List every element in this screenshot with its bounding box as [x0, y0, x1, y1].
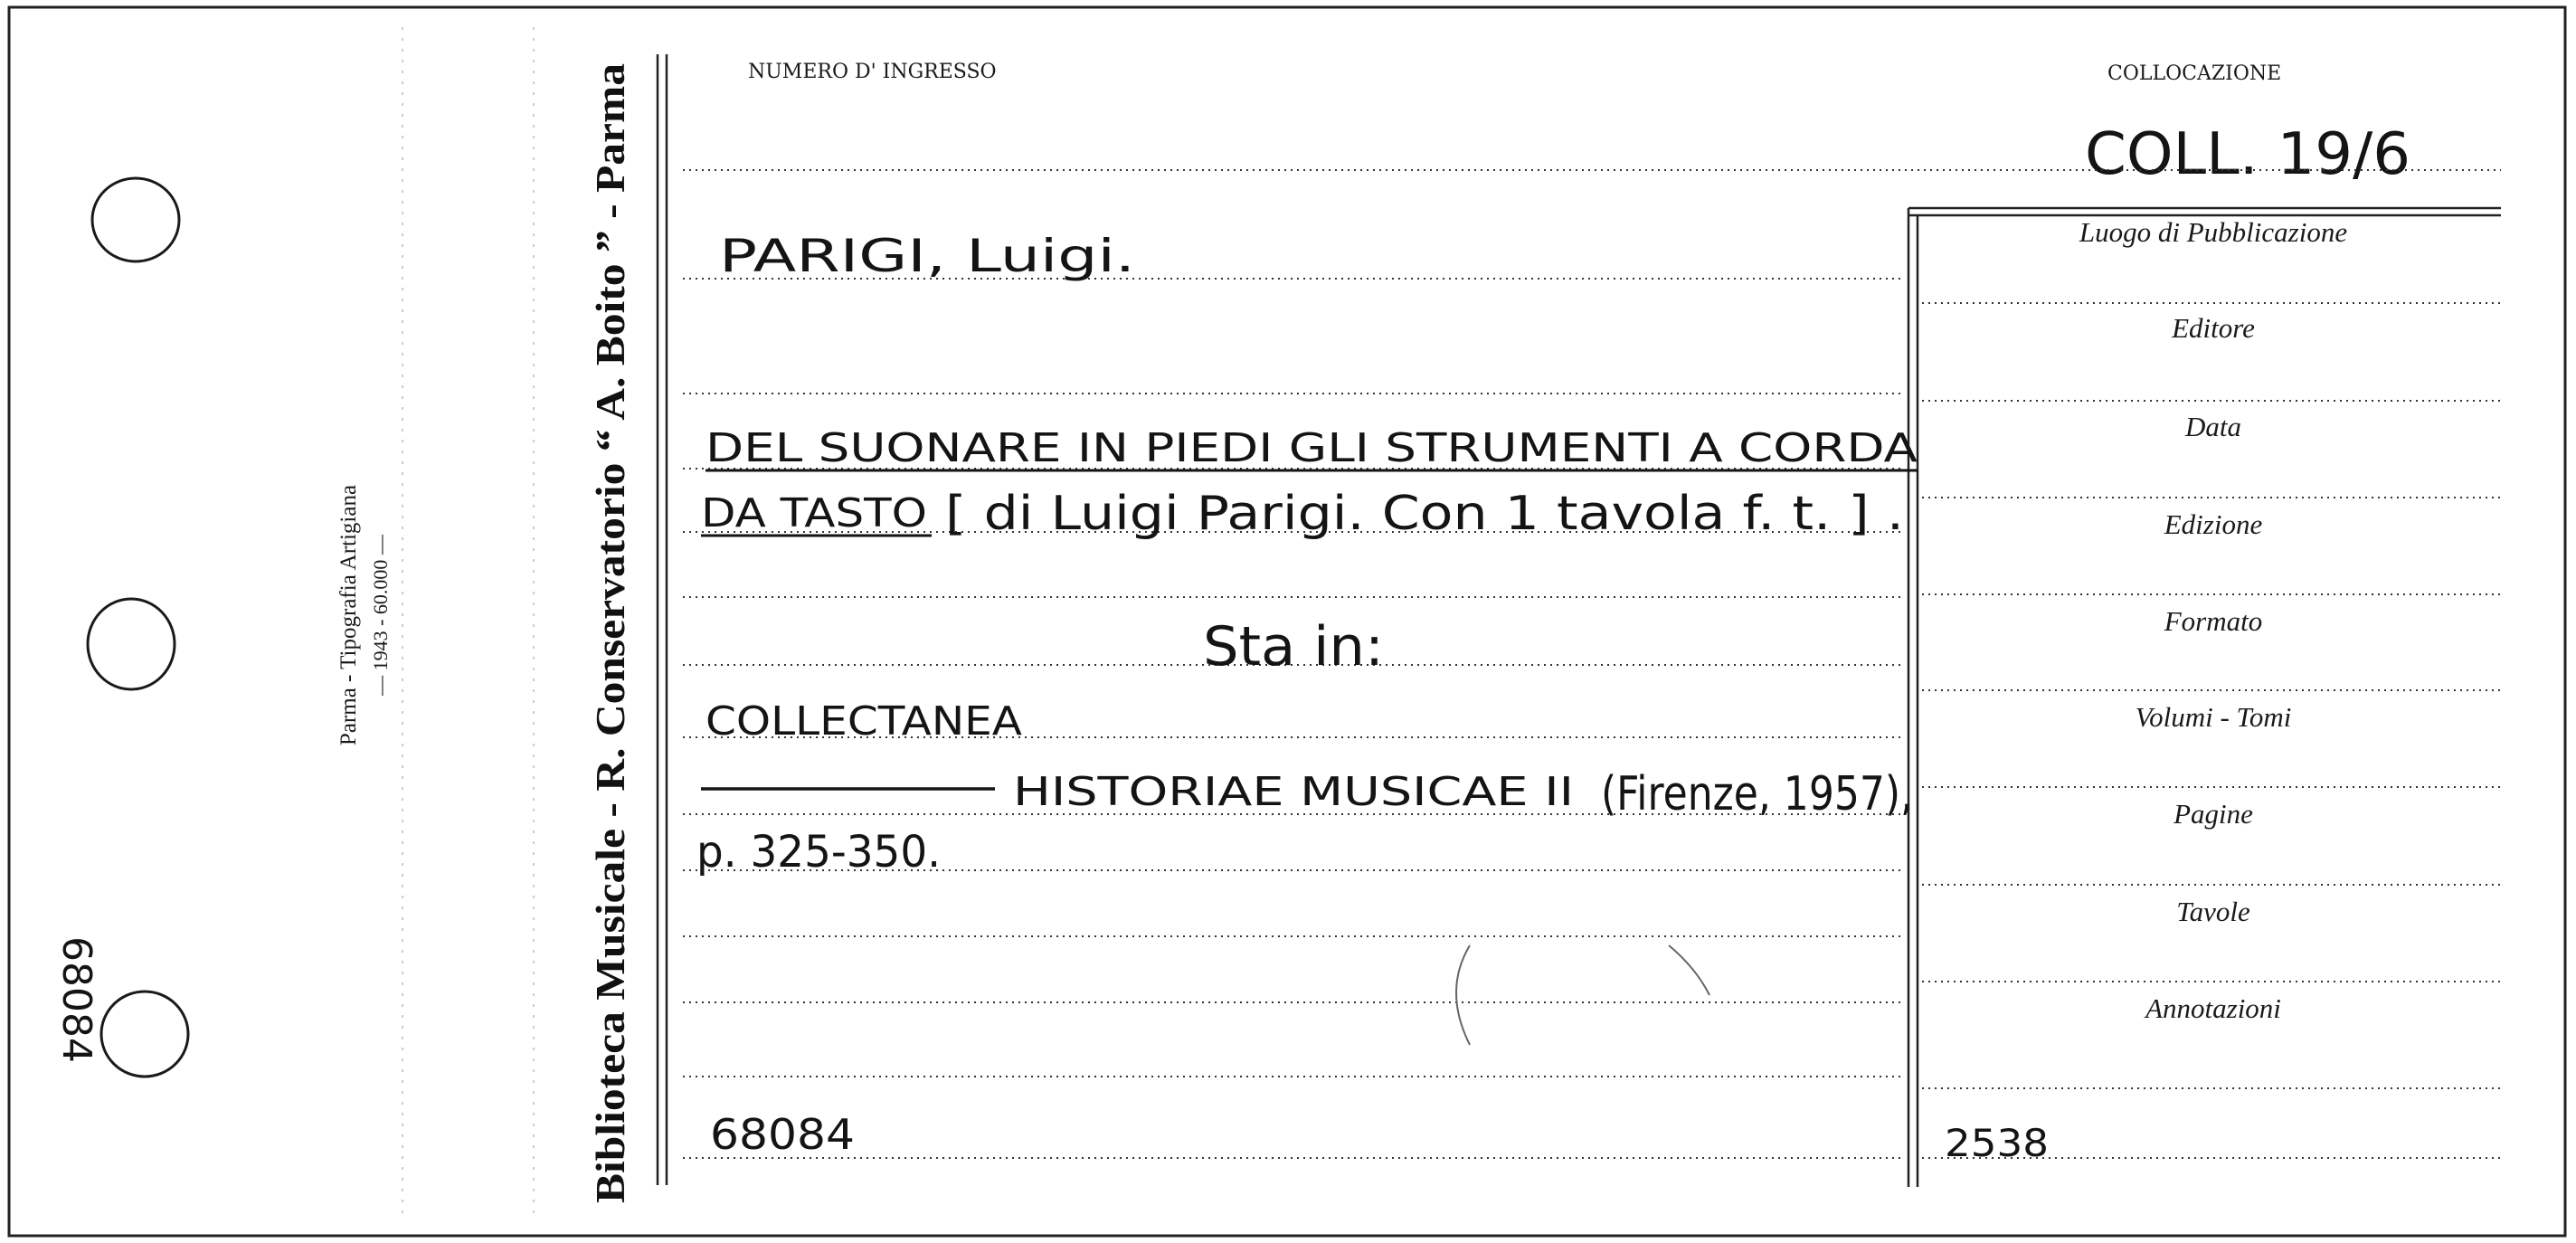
numero-ingresso-label: NUMERO D' INGRESSO — [748, 61, 997, 83]
margin-number: 68084 — [53, 936, 99, 1063]
library-name: Biblioteca Musicale - R. Conservatorio “ A. Boito ” - Parma — [587, 144, 633, 1203]
collection-line-2: HISTORIAE MUSICAE II — [1013, 769, 1574, 815]
sta-in: Sta in: — [1203, 615, 1384, 678]
field-label-edizione: Edizione — [2164, 508, 2263, 540]
field-label-formato: Formato — [2164, 605, 2263, 637]
field-label-tavole: Tavole — [2176, 896, 2250, 927]
printer-line-2: — 1943 - 60.000 — — [369, 535, 392, 696]
field-label-annotazioni: Annotazioni — [2145, 992, 2281, 1024]
inventory-number: 68084 — [710, 1110, 855, 1159]
field-label-luogo: Luogo di Pubblicazione — [2079, 216, 2348, 248]
collocazione-label: COLLOCAZIONE — [2107, 62, 2282, 85]
bottom-right-note: 2538 — [1945, 1121, 2049, 1165]
field-label-volumi-tomi: Volumi - Tomi — [2135, 701, 2292, 733]
pages: p. 325-350. — [696, 827, 941, 878]
collection-line-1: COLLECTANEA — [706, 698, 1022, 745]
field-label-pagine: Pagine — [2174, 798, 2253, 830]
field-label-editore: Editore — [2172, 312, 2255, 344]
title-line-2-rest: [ di Luigi Parigi. Con 1 tavola f. t. ] . — [945, 487, 1904, 541]
author-name: PARIGI, Luigi. — [719, 230, 1135, 282]
collection-line-2-paren: (Firenze, 1957), — [1601, 767, 1913, 821]
title-line-2-underlined: DA TASTO — [701, 490, 927, 536]
field-label-data: Data — [2185, 411, 2241, 442]
printer-line-1: Parma - Tipografia Artigiana — [336, 484, 361, 746]
title-line-1: DEL SUONARE IN PIEDI GLI STRUMENTI A CORDA — [706, 425, 1918, 471]
collocazione-value: COLL. 19/6 — [2085, 121, 2410, 188]
